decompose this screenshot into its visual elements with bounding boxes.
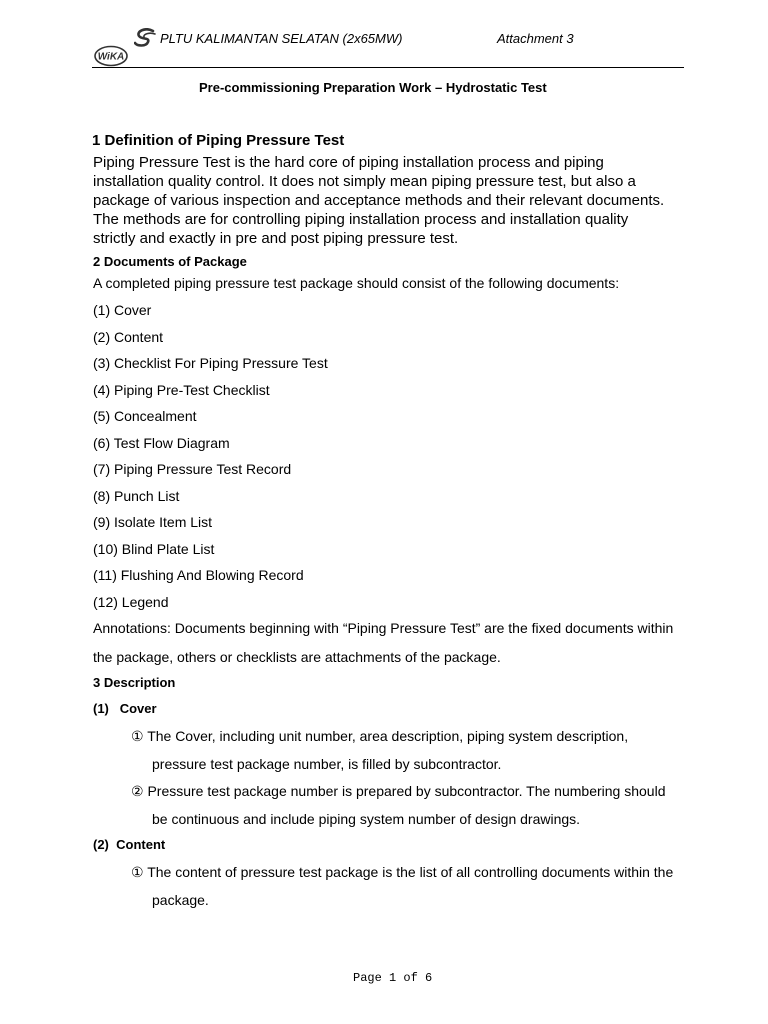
section1-line: The methods are for controlling piping installation process and installation quality — [93, 211, 629, 228]
content-line: ① The content of pressure test package is the list of all controlling documents within the — [131, 864, 674, 880]
document-list-item: (9) Isolate Item List — [93, 514, 213, 530]
header-attachment-label: Attachment 3 — [497, 31, 574, 46]
section1-line: package of various inspection and acceptance methods and their relevant documents. — [93, 192, 665, 209]
cover-line: be continuous and include piping system number of design drawings. — [152, 811, 581, 827]
annotation-line: the package, others or checklists are attachments of the package. — [93, 649, 501, 665]
document-list-item: (3) Checklist For Piping Pressure Test — [93, 355, 328, 371]
wika-logo-icon — [94, 45, 128, 67]
section1-line: strictly and exactly in pre and post piping pressure test. — [93, 230, 459, 247]
section1-heading: 1 Definition of Piping Pressure Test — [92, 132, 345, 149]
document-list-item: (1) Cover — [93, 302, 152, 318]
section1-line: installation quality control. It does not simply mean piping pressure test, but also a — [93, 173, 636, 190]
cover-subheading: (1) Cover — [93, 701, 157, 716]
section1-line: Piping Pressure Test is the hard core of piping installation process and piping — [93, 154, 604, 171]
document-list-item: (4) Piping Pre-Test Checklist — [93, 382, 270, 398]
content-line: package. — [152, 892, 209, 908]
section2-intro: A completed piping pressure test package should consist of the following documents: — [93, 275, 620, 291]
cover-line: ① The Cover, including unit number, area description, piping system description, — [131, 728, 629, 744]
document-list-item: (11) Flushing And Blowing Record — [93, 567, 304, 583]
document-list-item: (12) Legend — [93, 594, 169, 610]
page-number: Page 1 of 6 — [353, 971, 433, 985]
header-divider — [92, 67, 684, 68]
s-swoosh-logo-icon — [134, 28, 156, 48]
document-title: Pre-commissioning Preparation Work – Hydrostatic Test — [199, 80, 547, 95]
cover-line: ② Pressure test package number is prepared by subcontractor. The numbering should — [131, 783, 666, 799]
cover-line: pressure test package number, is filled by subcontractor. — [152, 756, 502, 772]
content-subheading: (2) Content — [93, 837, 166, 852]
wika-logo-text: WiKA — [97, 51, 125, 63]
header-project-title: PLTU KALIMANTAN SELATAN (2x65MW) — [160, 31, 403, 46]
section3-heading: 3 Description — [93, 675, 176, 690]
document-list-item: (7) Piping Pressure Test Record — [93, 461, 292, 477]
document-list-item: (6) Test Flow Diagram — [93, 435, 230, 451]
annotation-line: Annotations: Documents beginning with “Piping Pressure Test” are the fixed documents within — [93, 620, 674, 636]
section2-heading: 2 Documents of Package — [93, 254, 247, 269]
document-list-item: (10) Blind Plate List — [93, 541, 215, 557]
document-list-item: (2) Content — [93, 329, 164, 345]
document-list-item: (5) Concealment — [93, 408, 197, 424]
document-list-item: (8) Punch List — [93, 488, 180, 504]
